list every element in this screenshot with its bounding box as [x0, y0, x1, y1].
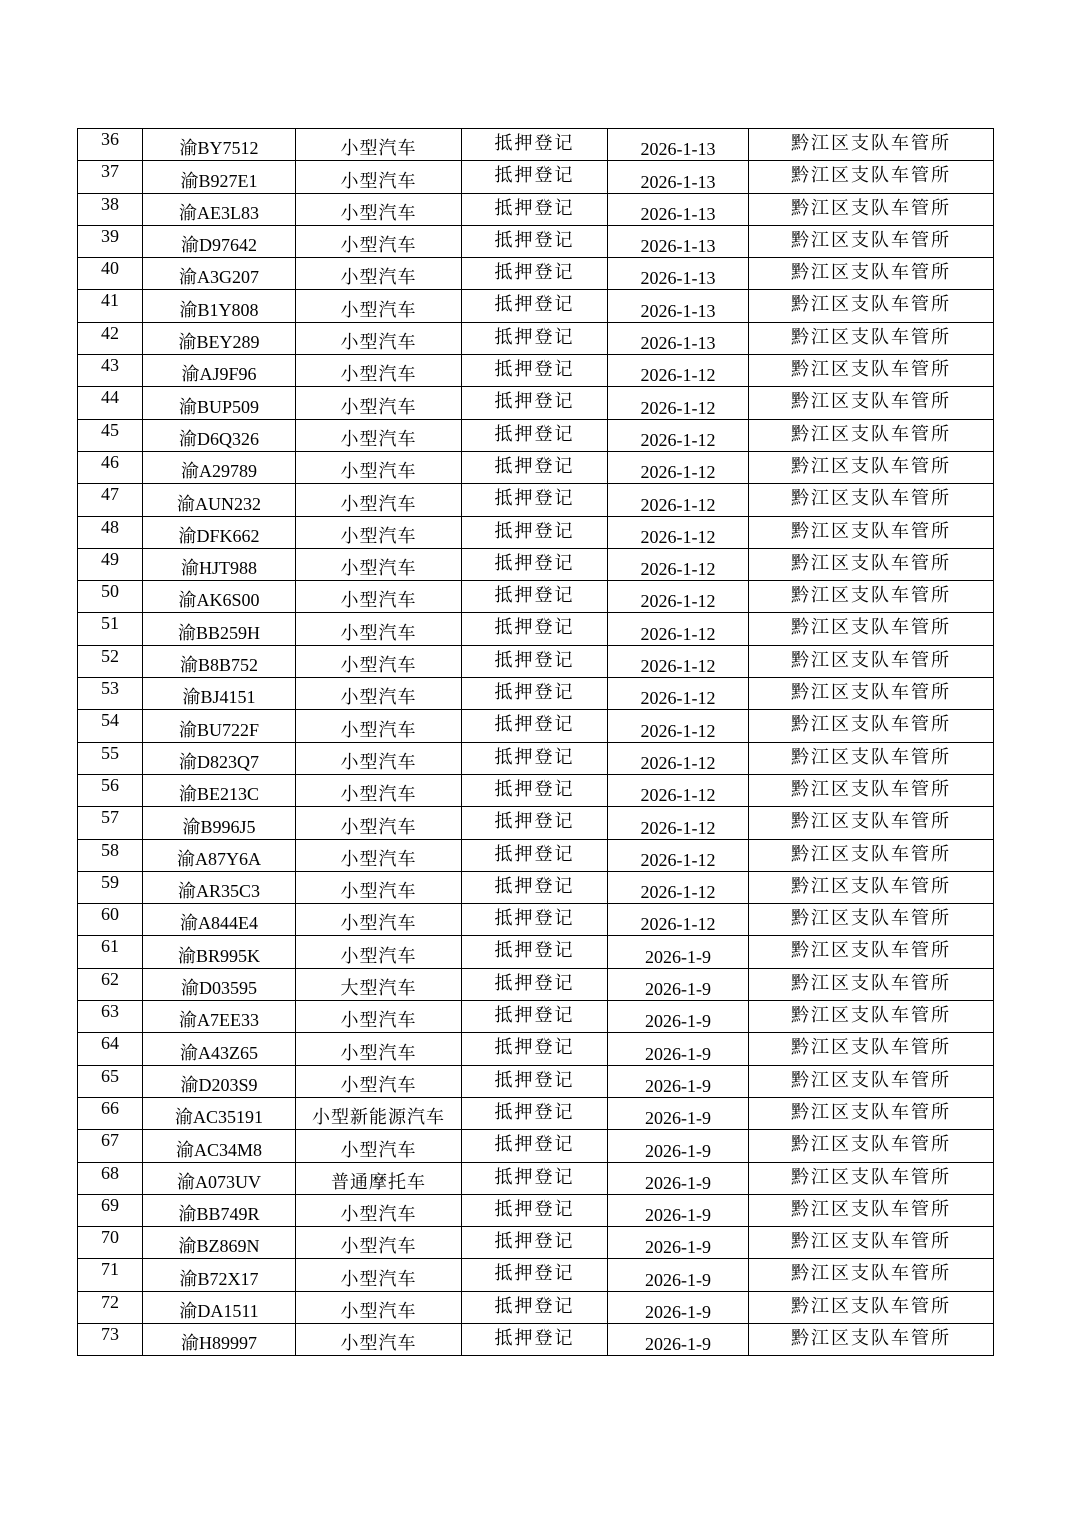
plate-number: 渝DA1511 — [143, 1291, 296, 1323]
table-row — [78, 1033, 994, 1065]
row-number: 56 — [78, 774, 143, 806]
registration-date: 2026-1-9 — [608, 1097, 749, 1129]
registration-date: 2026-1-12 — [608, 904, 749, 936]
vehicle-type: 小型汽车 — [296, 419, 462, 451]
plate-number: 渝A43Z65 — [143, 1033, 296, 1065]
business-type: 抵押登记 — [462, 1291, 608, 1323]
row-number: 62 — [78, 968, 143, 1000]
business-type: 抵押登记 — [462, 161, 608, 193]
office-name: 黔江区支队车管所 — [749, 1194, 994, 1226]
registration-date: 2026-1-12 — [608, 387, 749, 419]
business-type: 抵押登记 — [462, 516, 608, 548]
business-type: 抵押登记 — [462, 355, 608, 387]
office-name: 黔江区支队车管所 — [749, 193, 994, 225]
table-row — [78, 322, 994, 354]
row-number: 44 — [78, 387, 143, 419]
business-type: 抵押登记 — [462, 613, 608, 645]
table-row — [78, 678, 994, 710]
business-type: 抵押登记 — [462, 387, 608, 419]
table-row — [78, 1323, 994, 1355]
registration-date: 2026-1-9 — [608, 1194, 749, 1226]
row-number: 65 — [78, 1065, 143, 1097]
registration-date: 2026-1-9 — [608, 968, 749, 1000]
business-type: 抵押登记 — [462, 645, 608, 677]
row-number: 70 — [78, 1227, 143, 1259]
office-name: 黔江区支队车管所 — [749, 355, 994, 387]
vehicle-type: 小型汽车 — [296, 645, 462, 677]
plate-number: 渝AK6S00 — [143, 581, 296, 613]
plate-number: 渝A073UV — [143, 1162, 296, 1194]
office-name: 黔江区支队车管所 — [749, 1323, 994, 1355]
office-name: 黔江区支队车管所 — [749, 1227, 994, 1259]
table-row — [78, 1065, 994, 1097]
registration-date: 2026-1-12 — [608, 871, 749, 903]
business-type: 抵押登记 — [462, 710, 608, 742]
office-name: 黔江区支队车管所 — [749, 904, 994, 936]
vehicle-type: 小型汽车 — [296, 1130, 462, 1162]
office-name: 黔江区支队车管所 — [749, 613, 994, 645]
business-type: 抵押登记 — [462, 548, 608, 580]
vehicle-type: 小型汽车 — [296, 290, 462, 322]
plate-number: 渝B72X17 — [143, 1259, 296, 1291]
office-name: 黔江区支队车管所 — [749, 290, 994, 322]
business-type: 抵押登记 — [462, 1227, 608, 1259]
office-name: 黔江区支队车管所 — [749, 161, 994, 193]
table-row — [78, 839, 994, 871]
plate-number: 渝BY7512 — [143, 129, 296, 161]
table-row — [78, 871, 994, 903]
office-name: 黔江区支队车管所 — [749, 419, 994, 451]
table-row — [78, 355, 994, 387]
registration-date: 2026-1-9 — [608, 1065, 749, 1097]
registration-date: 2026-1-9 — [608, 1130, 749, 1162]
plate-number: 渝D6Q326 — [143, 419, 296, 451]
row-number: 48 — [78, 516, 143, 548]
office-name: 黔江区支队车管所 — [749, 1065, 994, 1097]
office-name: 黔江区支队车管所 — [749, 807, 994, 839]
plate-number: 渝A7EE33 — [143, 1001, 296, 1033]
plate-number: 渝D03595 — [143, 968, 296, 1000]
table-row — [78, 1162, 994, 1194]
plate-number: 渝BR995K — [143, 936, 296, 968]
table-row — [78, 1291, 994, 1323]
registration-date: 2026-1-13 — [608, 129, 749, 161]
plate-number: 渝D97642 — [143, 225, 296, 257]
vehicle-type: 小型汽车 — [296, 355, 462, 387]
plate-number: 渝B927E1 — [143, 161, 296, 193]
registration-date: 2026-1-9 — [608, 936, 749, 968]
table-row — [78, 419, 994, 451]
plate-number: 渝AJ9F96 — [143, 355, 296, 387]
office-name: 黔江区支队车管所 — [749, 645, 994, 677]
registration-date: 2026-1-12 — [608, 774, 749, 806]
business-type: 抵押登记 — [462, 742, 608, 774]
row-number: 49 — [78, 548, 143, 580]
table-row — [78, 1259, 994, 1291]
plate-number: 渝BE213C — [143, 774, 296, 806]
plate-number: 渝B996J5 — [143, 807, 296, 839]
business-type: 抵押登记 — [462, 904, 608, 936]
vehicle-type: 小型汽车 — [296, 1194, 462, 1226]
row-number: 66 — [78, 1097, 143, 1129]
business-type: 抵押登记 — [462, 1097, 608, 1129]
registration-date: 2026-1-13 — [608, 258, 749, 290]
vehicle-type: 小型汽车 — [296, 451, 462, 483]
business-type: 抵押登记 — [462, 968, 608, 1000]
vehicle-type: 小型汽车 — [296, 225, 462, 257]
plate-number: 渝B1Y808 — [143, 290, 296, 322]
vehicle-type: 小型汽车 — [296, 1259, 462, 1291]
business-type: 抵押登记 — [462, 839, 608, 871]
table-row — [78, 451, 994, 483]
vehicle-type: 小型汽车 — [296, 904, 462, 936]
business-type: 抵押登记 — [462, 193, 608, 225]
office-name: 黔江区支队车管所 — [749, 1097, 994, 1129]
vehicle-type: 小型汽车 — [296, 774, 462, 806]
office-name: 黔江区支队车管所 — [749, 968, 994, 1000]
plate-number: 渝BEY289 — [143, 322, 296, 354]
business-type: 抵押登记 — [462, 1259, 608, 1291]
plate-number: 渝B8B752 — [143, 645, 296, 677]
vehicle-type: 小型汽车 — [296, 1001, 462, 1033]
table-row — [78, 548, 994, 580]
table-row — [78, 1097, 994, 1129]
registration-date: 2026-1-9 — [608, 1323, 749, 1355]
vehicle-type: 小型汽车 — [296, 1227, 462, 1259]
row-number: 52 — [78, 645, 143, 677]
table-row — [78, 161, 994, 193]
office-name: 黔江区支队车管所 — [749, 710, 994, 742]
office-name: 黔江区支队车管所 — [749, 1033, 994, 1065]
row-number: 71 — [78, 1259, 143, 1291]
office-name: 黔江区支队车管所 — [749, 581, 994, 613]
vehicle-type: 小型汽车 — [296, 322, 462, 354]
business-type: 抵押登记 — [462, 774, 608, 806]
office-name: 黔江区支队车管所 — [749, 1130, 994, 1162]
registration-date: 2026-1-13 — [608, 225, 749, 257]
vehicle-type: 小型汽车 — [296, 839, 462, 871]
row-number: 42 — [78, 322, 143, 354]
row-number: 50 — [78, 581, 143, 613]
plate-number: 渝AC34M8 — [143, 1130, 296, 1162]
plate-number: 渝HJT988 — [143, 548, 296, 580]
office-name: 黔江区支队车管所 — [749, 839, 994, 871]
row-number: 67 — [78, 1130, 143, 1162]
row-number: 40 — [78, 258, 143, 290]
office-name: 黔江区支队车管所 — [749, 1291, 994, 1323]
registration-date: 2026-1-12 — [608, 839, 749, 871]
business-type: 抵押登记 — [462, 1065, 608, 1097]
row-number: 41 — [78, 290, 143, 322]
office-name: 黔江区支队车管所 — [749, 1001, 994, 1033]
row-number: 54 — [78, 710, 143, 742]
row-number: 45 — [78, 419, 143, 451]
office-name: 黔江区支队车管所 — [749, 484, 994, 516]
registration-date: 2026-1-9 — [608, 1291, 749, 1323]
table-row — [78, 807, 994, 839]
registration-date: 2026-1-12 — [608, 581, 749, 613]
business-type: 抵押登记 — [462, 871, 608, 903]
business-type: 抵押登记 — [462, 1130, 608, 1162]
registration-table — [77, 128, 994, 1356]
row-number: 69 — [78, 1194, 143, 1226]
office-name: 黔江区支队车管所 — [749, 225, 994, 257]
vehicle-type: 小型汽车 — [296, 129, 462, 161]
business-type: 抵押登记 — [462, 129, 608, 161]
registration-date: 2026-1-12 — [608, 742, 749, 774]
office-name: 黔江区支队车管所 — [749, 1162, 994, 1194]
business-type: 抵押登记 — [462, 1194, 608, 1226]
vehicle-type: 小型汽车 — [296, 710, 462, 742]
plate-number: 渝H89997 — [143, 1323, 296, 1355]
registration-date: 2026-1-12 — [608, 516, 749, 548]
table-row — [78, 613, 994, 645]
vehicle-type: 小型汽车 — [296, 516, 462, 548]
plate-number: 渝BZ869N — [143, 1227, 296, 1259]
registration-date: 2026-1-13 — [608, 290, 749, 322]
plate-number: 渝A3G207 — [143, 258, 296, 290]
vehicle-type: 小型汽车 — [296, 548, 462, 580]
table-row — [78, 484, 994, 516]
plate-number: 渝BB749R — [143, 1194, 296, 1226]
registration-date: 2026-1-12 — [608, 807, 749, 839]
vehicle-type: 小型汽车 — [296, 581, 462, 613]
table-row — [78, 1001, 994, 1033]
office-name: 黔江区支队车管所 — [749, 774, 994, 806]
vehicle-type: 小型汽车 — [296, 1065, 462, 1097]
business-type: 抵押登记 — [462, 807, 608, 839]
table-row — [78, 904, 994, 936]
row-number: 38 — [78, 193, 143, 225]
row-number: 60 — [78, 904, 143, 936]
vehicle-type: 小型汽车 — [296, 258, 462, 290]
registration-date: 2026-1-12 — [608, 548, 749, 580]
row-number: 37 — [78, 161, 143, 193]
registration-date: 2026-1-12 — [608, 484, 749, 516]
plate-number: 渝BJ4151 — [143, 678, 296, 710]
vehicle-type: 小型汽车 — [296, 742, 462, 774]
table-row — [78, 387, 994, 419]
plate-number: 渝BU722F — [143, 710, 296, 742]
vehicle-type: 大型汽车 — [296, 968, 462, 1000]
row-number: 47 — [78, 484, 143, 516]
table-row — [78, 742, 994, 774]
plate-number: 渝A87Y6A — [143, 839, 296, 871]
vehicle-type: 小型汽车 — [296, 193, 462, 225]
registration-date: 2026-1-9 — [608, 1001, 749, 1033]
business-type: 抵押登记 — [462, 1001, 608, 1033]
row-number: 39 — [78, 225, 143, 257]
vehicle-type: 小型汽车 — [296, 936, 462, 968]
vehicle-type: 小型汽车 — [296, 1323, 462, 1355]
office-name: 黔江区支队车管所 — [749, 451, 994, 483]
table-row — [78, 258, 994, 290]
registration-date: 2026-1-12 — [608, 710, 749, 742]
office-name: 黔江区支队车管所 — [749, 322, 994, 354]
table-row — [78, 225, 994, 257]
registration-date: 2026-1-9 — [608, 1162, 749, 1194]
table-row — [78, 774, 994, 806]
office-name: 黔江区支队车管所 — [749, 548, 994, 580]
table-body — [78, 129, 994, 1356]
vehicle-type: 小型汽车 — [296, 807, 462, 839]
table-row — [78, 1130, 994, 1162]
plate-number: 渝AC35191 — [143, 1097, 296, 1129]
registration-date: 2026-1-9 — [608, 1259, 749, 1291]
plate-number: 渝D203S9 — [143, 1065, 296, 1097]
business-type: 抵押登记 — [462, 322, 608, 354]
registration-date: 2026-1-12 — [608, 645, 749, 677]
registration-date: 2026-1-12 — [608, 355, 749, 387]
office-name: 黔江区支队车管所 — [749, 129, 994, 161]
table-row — [78, 645, 994, 677]
row-number: 73 — [78, 1323, 143, 1355]
office-name: 黔江区支队车管所 — [749, 258, 994, 290]
table-row — [78, 516, 994, 548]
office-name: 黔江区支队车管所 — [749, 936, 994, 968]
vehicle-type: 小型汽车 — [296, 161, 462, 193]
table-row — [78, 936, 994, 968]
registration-date: 2026-1-9 — [608, 1033, 749, 1065]
registration-date: 2026-1-12 — [608, 678, 749, 710]
registration-date: 2026-1-13 — [608, 161, 749, 193]
business-type: 抵押登记 — [462, 1162, 608, 1194]
registration-date: 2026-1-12 — [608, 419, 749, 451]
plate-number: 渝A29789 — [143, 451, 296, 483]
table-row — [78, 710, 994, 742]
row-number: 36 — [78, 129, 143, 161]
table-row — [78, 581, 994, 613]
row-number: 68 — [78, 1162, 143, 1194]
business-type: 抵押登记 — [462, 1323, 608, 1355]
table-row — [78, 129, 994, 161]
business-type: 抵押登记 — [462, 258, 608, 290]
office-name: 黔江区支队车管所 — [749, 1259, 994, 1291]
office-name: 黔江区支队车管所 — [749, 516, 994, 548]
row-number: 64 — [78, 1033, 143, 1065]
row-number: 43 — [78, 355, 143, 387]
vehicle-type: 小型汽车 — [296, 678, 462, 710]
vehicle-type: 小型汽车 — [296, 871, 462, 903]
vehicle-type: 小型新能源汽车 — [296, 1097, 462, 1129]
table-row — [78, 290, 994, 322]
office-name: 黔江区支队车管所 — [749, 742, 994, 774]
business-type: 抵押登记 — [462, 225, 608, 257]
table-row — [78, 1227, 994, 1259]
office-name: 黔江区支队车管所 — [749, 871, 994, 903]
vehicle-type: 普通摩托车 — [296, 1162, 462, 1194]
plate-number: 渝BB259H — [143, 613, 296, 645]
vehicle-type: 小型汽车 — [296, 1291, 462, 1323]
row-number: 72 — [78, 1291, 143, 1323]
plate-number: 渝AR35C3 — [143, 871, 296, 903]
row-number: 59 — [78, 871, 143, 903]
row-number: 61 — [78, 936, 143, 968]
business-type: 抵押登记 — [462, 936, 608, 968]
business-type: 抵押登记 — [462, 678, 608, 710]
row-number: 58 — [78, 839, 143, 871]
table-row — [78, 193, 994, 225]
row-number: 51 — [78, 613, 143, 645]
plate-number: 渝AE3L83 — [143, 193, 296, 225]
registration-date: 2026-1-13 — [608, 322, 749, 354]
business-type: 抵押登记 — [462, 581, 608, 613]
table-row — [78, 968, 994, 1000]
vehicle-type: 小型汽车 — [296, 387, 462, 419]
vehicle-type: 小型汽车 — [296, 613, 462, 645]
registration-date: 2026-1-9 — [608, 1227, 749, 1259]
business-type: 抵押登记 — [462, 290, 608, 322]
row-number: 63 — [78, 1001, 143, 1033]
office-name: 黔江区支队车管所 — [749, 387, 994, 419]
table-row — [78, 1194, 994, 1226]
vehicle-type: 小型汽车 — [296, 484, 462, 516]
plate-number: 渝AUN232 — [143, 484, 296, 516]
plate-number: 渝DFK662 — [143, 516, 296, 548]
office-name: 黔江区支队车管所 — [749, 678, 994, 710]
registration-date: 2026-1-12 — [608, 613, 749, 645]
registration-date: 2026-1-12 — [608, 451, 749, 483]
business-type: 抵押登记 — [462, 419, 608, 451]
vehicle-type: 小型汽车 — [296, 1033, 462, 1065]
plate-number: 渝A844E4 — [143, 904, 296, 936]
business-type: 抵押登记 — [462, 484, 608, 516]
row-number: 53 — [78, 678, 143, 710]
plate-number: 渝D823Q7 — [143, 742, 296, 774]
business-type: 抵押登记 — [462, 1033, 608, 1065]
registration-date: 2026-1-13 — [608, 193, 749, 225]
row-number: 46 — [78, 451, 143, 483]
business-type: 抵押登记 — [462, 451, 608, 483]
row-number: 55 — [78, 742, 143, 774]
plate-number: 渝BUP509 — [143, 387, 296, 419]
row-number: 57 — [78, 807, 143, 839]
